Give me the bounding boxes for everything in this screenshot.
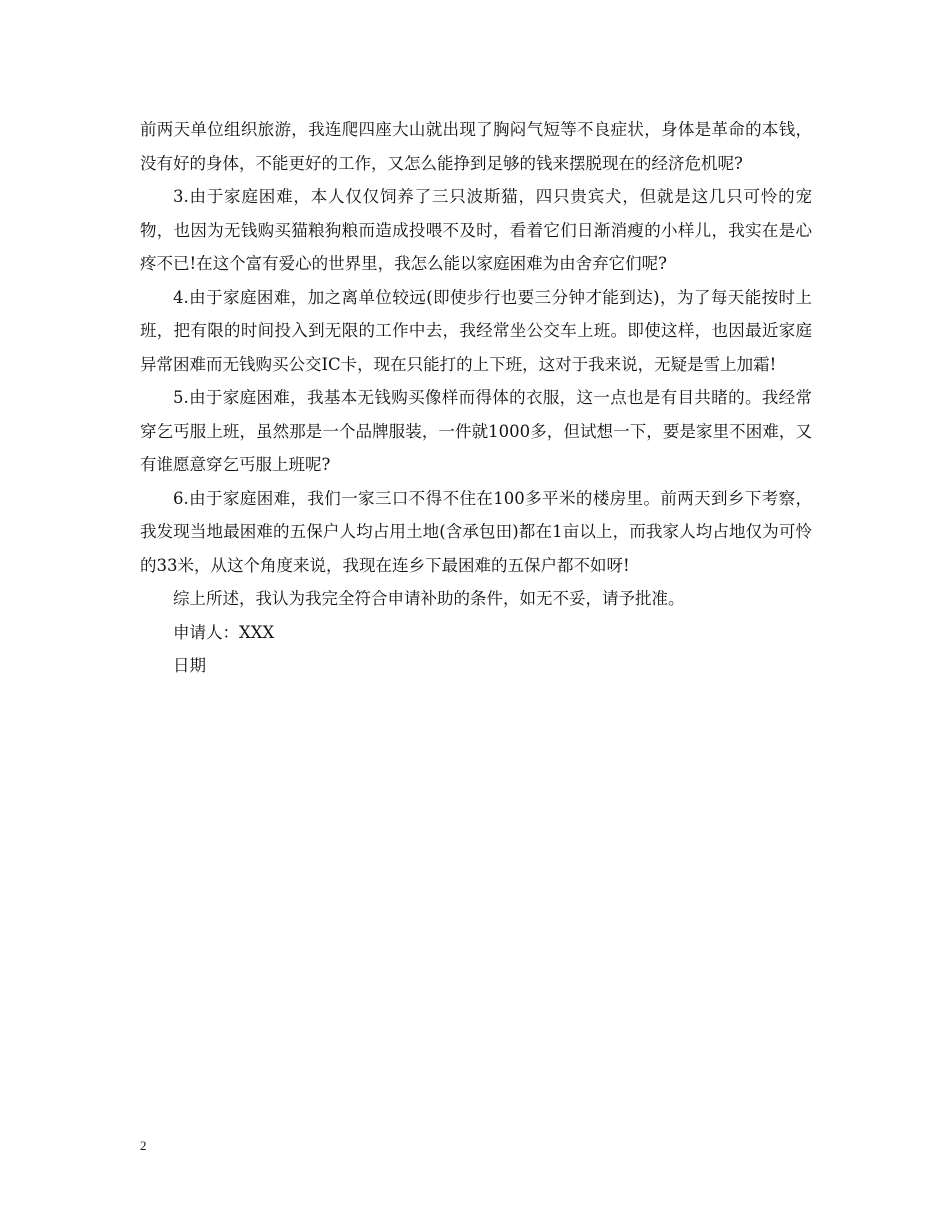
- page-number: 2: [140, 1138, 147, 1153]
- paragraph-conclusion: 综上所述，我认为我完全符合申请补助的条件，如无不妥，请予批准。: [173, 589, 685, 608]
- date-line: 日期: [173, 656, 206, 675]
- applicant-line: 申请人：XXX: [173, 622, 275, 642]
- paragraph-item-5: 5.由于家庭困难，我基本无钱购买像样而得体的衣服，这一点也是有目共睹的。我经常穿乞丐服上班，虽然那是一个品牌服装，一件就1000多，但试想一下，要是家里不困难，又有谁愿意穿乞丐服上班呢?: [140, 388, 812, 474]
- paragraph-item-6: 6.由于家庭困难，我们一家三口不得不住在100多平米的楼房里。前两天到乡下考察，我发现当地最困难的五保户人均占用土地(含承包田)都在1亩以上，而我家人均占地仅为可怜的33米，从这个角度来说，我现在连乡下最困难的五保户都不如呀!: [140, 488, 812, 575]
- paragraph-item-4: 4.由于家庭困难，加之离单位较远(即使步行也要三分钟才能到达)，为了每天能按时上班，把有限的时间投入到无限的工作中去，我经常坐公交车上班。即使这样，也因最近家庭异常困难而无钱购买公交IC卡，现在只能打的上下班，这对于我来说，无疑是雪上加霜!: [140, 287, 812, 374]
- paragraph-intro-continued: 前两天单位组织旅游，我连爬四座大山就出现了胸闷气短等不良症状，身体是革命的本钱，没有好的身体，不能更好的工作，又怎么能挣到足够的钱来摆脱现在的经济危机呢?: [140, 120, 812, 173]
- paragraph-item-3: 3.由于家庭困难，本人仅仅饲养了三只波斯猫，四只贵宾犬，但就是这几只可怜的宠物，也因为无钱购买猫粮狗粮而造成投喂不及时，看着它们日渐消瘦的小样儿，我实在是心疼不已!在这个富有爱心的世界里，我怎么能以家庭困难为由舍弃它们呢?: [140, 187, 812, 273]
- document-body: [140, 113, 812, 683]
